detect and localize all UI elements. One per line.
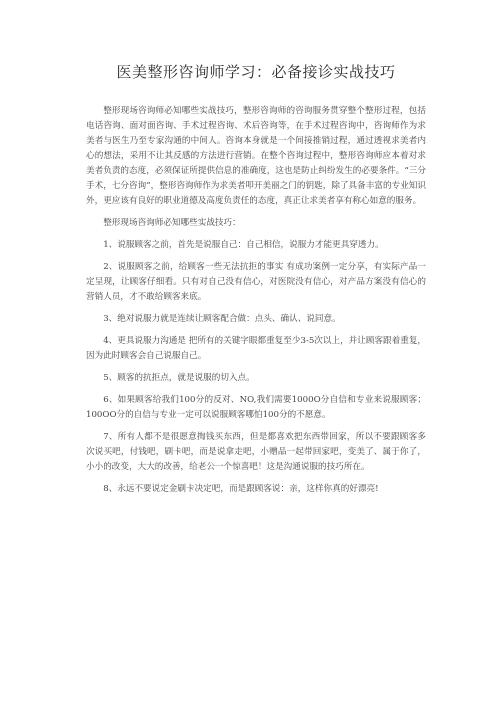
paragraph-intro: 整形现场咨询师必知哪些实战技巧，整形咨询师的咨询服务贯穿整个整形过程，包括电话咨询、面对面咨询、手术过程咨询、术后咨询等，在手术过程咨询中，咨询师作为求美者与医生乃至专家沟通的中间人。咨询本身就是一个间接推销过程，通过透视求美者内心的想法，采用不让其反感的方法进行营销。在整个咨询过程中，整形咨询师应本着对求美者负责的态度，必须保证所提供信息的准确度，这也是防止纠纷发生的必要条件。“三分手术，七分咨询”，整形咨询师作为求美者叩开美丽之门的钥匙，除了具备丰富的专业知识外，更应该有良好的职业道德及高度负责任的态度，真正让求美者享有称心如意的服务。 (86, 106, 426, 206)
paragraph-tip-3: 3、绝对说服力就是连续让顾客配合做：点头、确认、说同意。 (103, 314, 341, 324)
paragraph-tip-1: 1、说服顾客之前，首先是说服自己：自己相信，说服力才能更具穿透力。 (103, 240, 384, 250)
paragraph-tip-2: 2、说服顾客之前，给顾客一些无法抗拒的事实 有成功案例一定分享，有实际产品一定呈现，让顾客仔细看。只有对自己没有信心，对医院没有信心，对产品方案没有信心的营销人员，才不敢给顾客来底。 (86, 262, 426, 302)
paragraph-tip-6: 6、如果顾客给我们100分的反对、NO,我们需要1000O分自信和专业来说服顾客；100OO分的自信与专业一定可以说服顾客哪怕100分的不愿意。 (86, 395, 426, 420)
document-title: 医美整形咨询师学习：必备接诊实战技巧 (116, 63, 396, 81)
paragraph-tip-4: 4、更具说服力沟通是 把所有的关键字眼都重复至少3-5次以上，并让顾客跟着重复，因为此时顾客会自己说服自己。 (86, 336, 427, 361)
paragraph-subheading: 整形现场咨询师必知哪些实战技巧： (103, 218, 241, 228)
paragraph-tip-8: 8、永远不要说定金刷卡决定吧，而是跟顾客说：亲，这样你真的好漂亮! (103, 484, 379, 494)
document-body (86, 104, 426, 497)
paragraph-tip-7: 7、所有人都不是很愿意掏钱买东西，但是都喜欢把东西带回家，所以不要跟顾客多次说买吧，付钱吧，刷卡吧，而是说拿走吧，小赠品一起带回家吧，变美了、属于你了，小小的改变，大大的改善，给老公一个惊喜吧！这是沟通说服的技巧所在。 (86, 432, 426, 472)
paragraph-tip-5: 5、顾客的抗拒点，就是说服的切入点。 (103, 373, 255, 383)
